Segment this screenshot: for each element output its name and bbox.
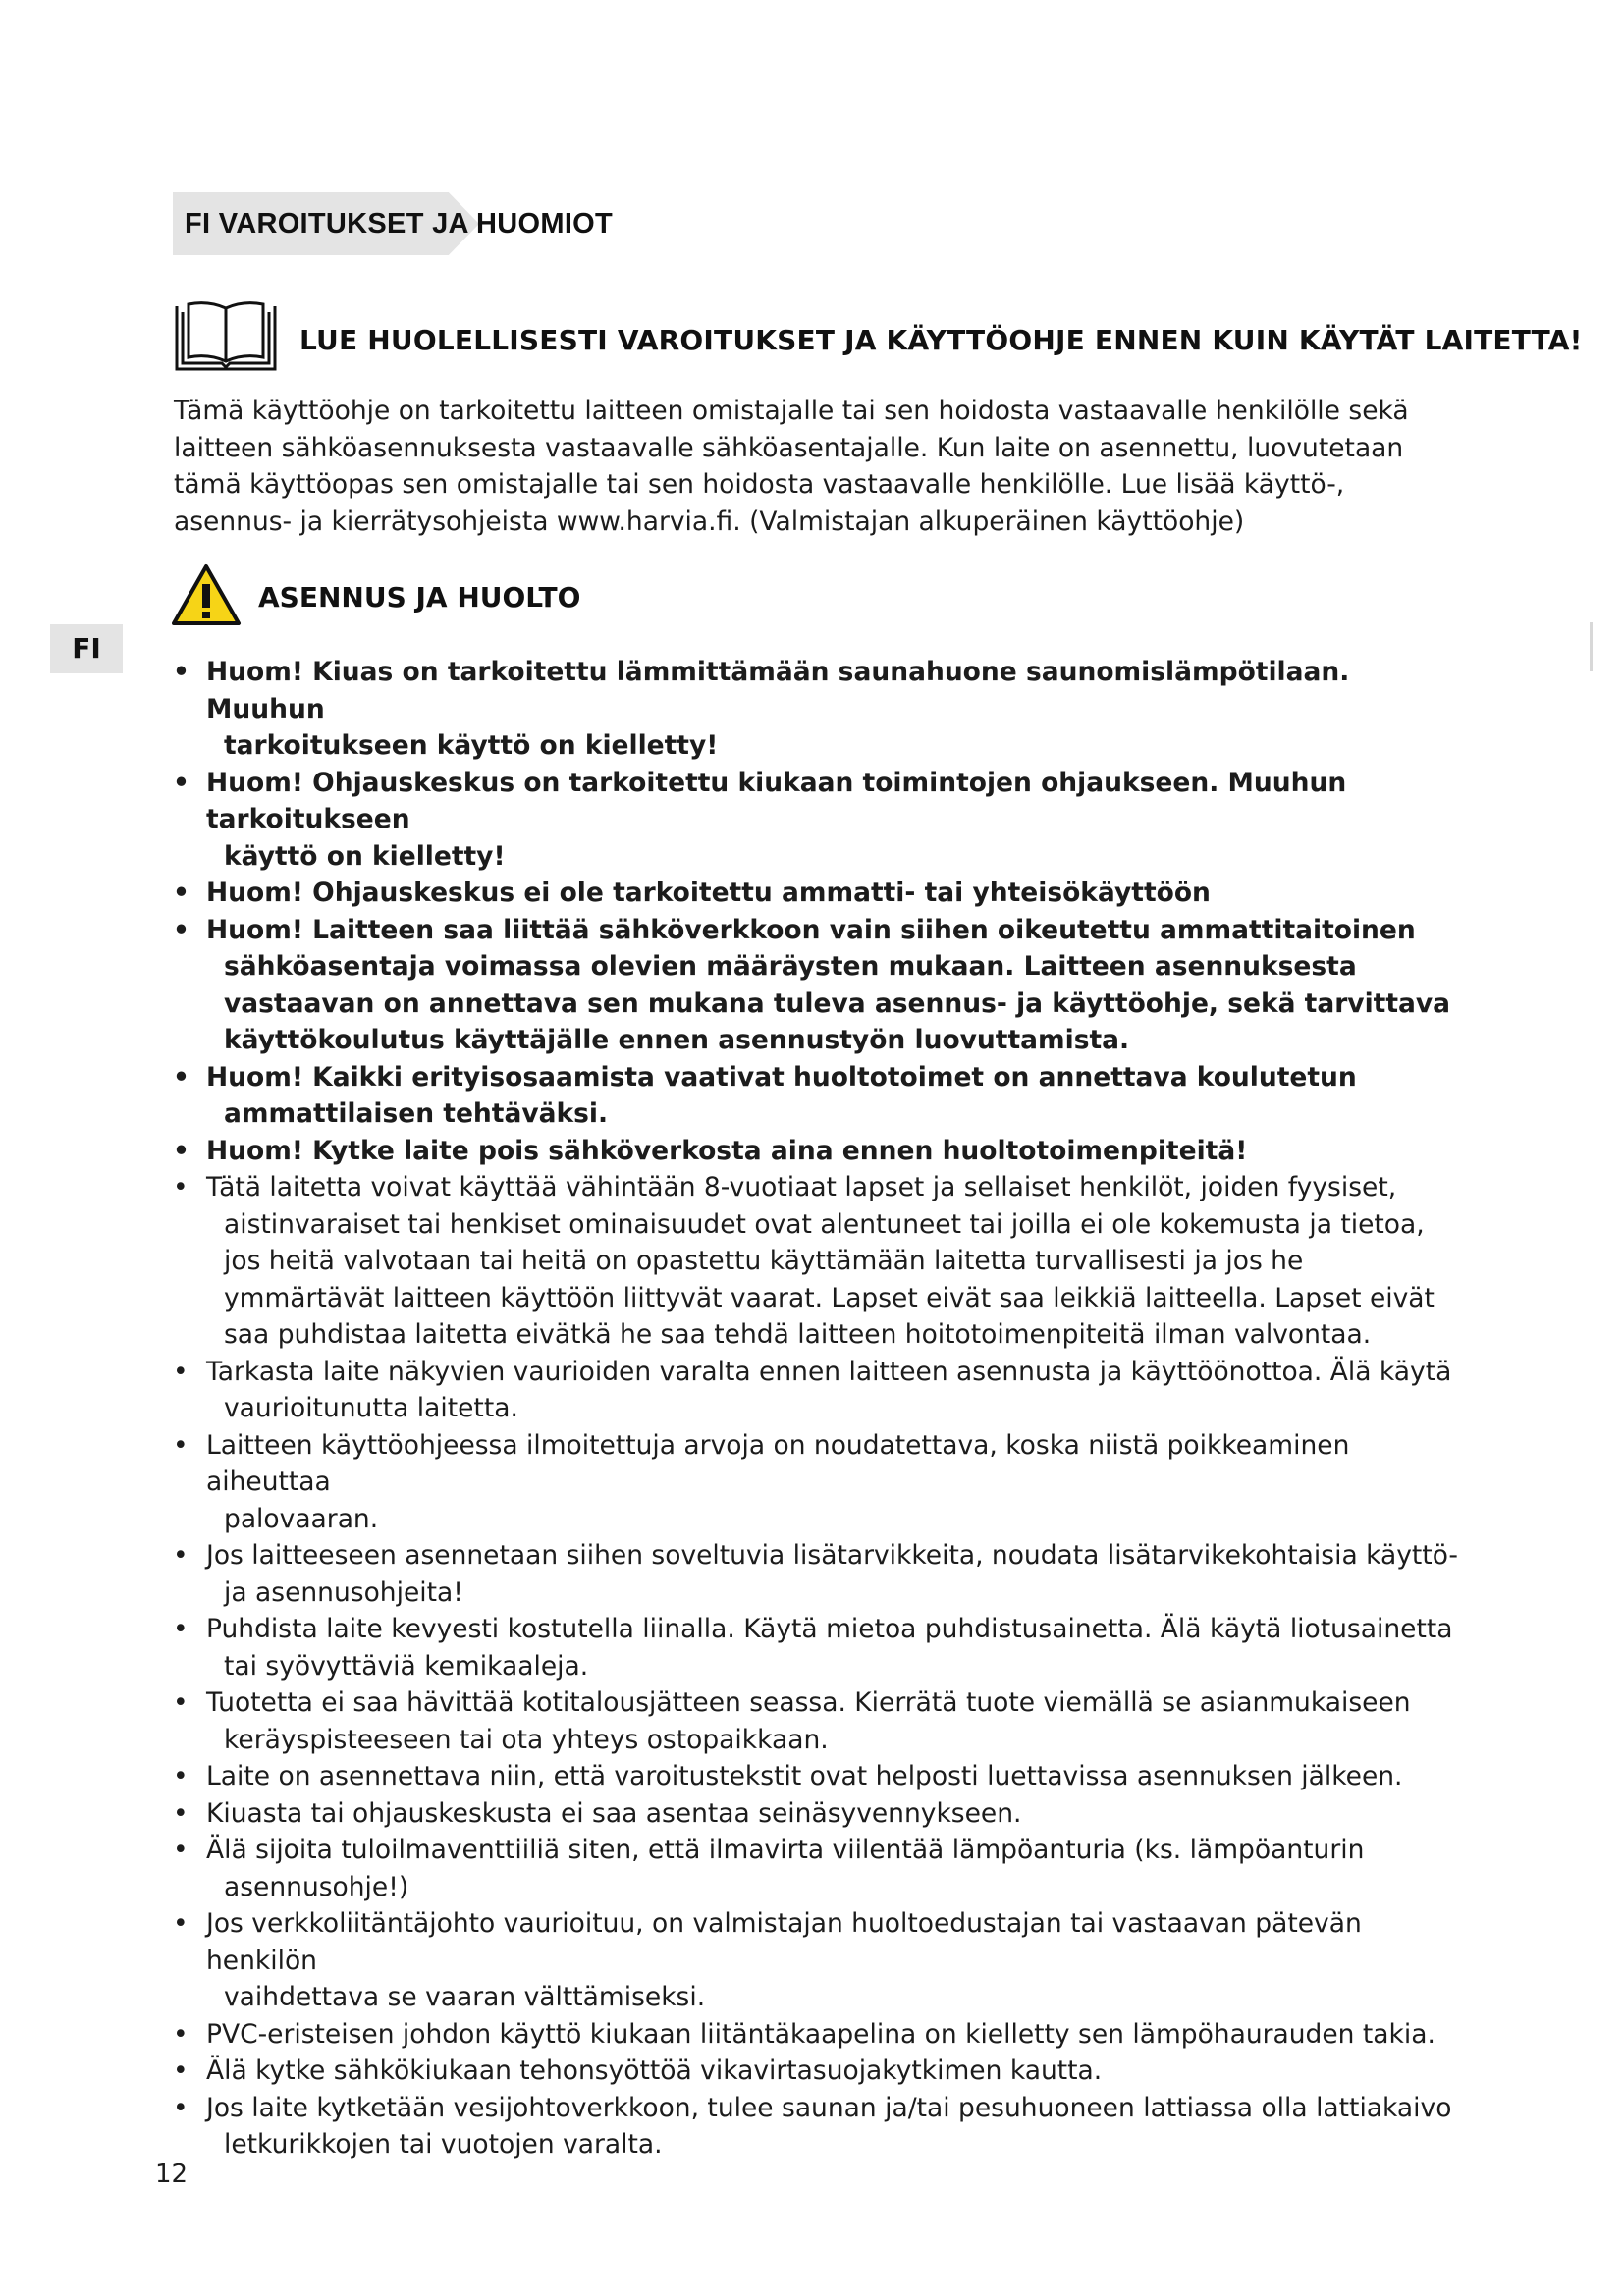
list-item: • Tarkasta laite näkyvien vaurioiden varalta ennen laitteen asennusta ja käyttöönottoa. Älä käytä vaurioitunutta laitetta. — [173, 1354, 1459, 1427]
list-item: • Huom! Ohjauskeskus on tarkoitettu kiukaan toimintojen ohjaukseen. Muuhun tarkoitukseen käyttö on kielletty! — [173, 765, 1459, 876]
language-tab: FI — [50, 624, 123, 673]
list-item: • Huom! Kytke laite pois sähköverkosta aina ennen huoltotoimenpiteitä! — [173, 1133, 1459, 1170]
page-number: 12 — [155, 2160, 189, 2189]
open-book-icon — [173, 300, 279, 373]
safety-rules-list — [173, 654, 1459, 2163]
warning-triangle-icon — [171, 563, 242, 626]
list-item: • Jos verkkoliitäntäjohto vaurioituu, on valmistajan huoltoedustajan tai vastaavan pätevän henkilön vaihdettava se vaaran välttämiseksi. — [173, 1905, 1459, 2016]
list-item: • Huom! Laitteen saa liittää sähköverkkoon vain siihen oikeutettu ammattitaitoinen sähköasentaja voimassa olevien määräysten mukaan. Laitteen asennuksesta vastaavan on annettava sen mukana tuleva asennus- ja käyttöohje, sekä tarvittava käyttökoulutus käyttäjälle ennen asennustyön luovuttamista. — [173, 912, 1459, 1059]
intro-paragraph: Tämä käyttöohje on tarkoitettu laitteen omistajalle tai sen hoidosta vastaavalle henkilölle sekä laitteen sähköasennuksesta vastaavalle sähköasentajalle. Kun laite on asennettu, luovutetaan tämä käyttöopas sen omistajalle tai sen hoidosta vastaavalle henkilölle. Lue lisää käyttö-, asennus- ja kierrätysohjeista www.harvia.fi. (Valmistajan alkuperäinen käyttöohje) — [174, 396, 1409, 537]
section-title: FI VAROITUKSET JA HUOMIOT — [185, 208, 614, 240]
installation-heading: ASENNUS JA HUOLTO — [258, 581, 581, 614]
list-item: • PVC-eristeisen johdon käyttö kiukaan liitäntäkaapelina on kielletty sen lämpöhaurauden takia. — [173, 2016, 1459, 2054]
list-item: • Jos laitteeseen asennetaan siihen soveltuvia lisätarvikkeita, noudata lisätarvikekohtaisia käyttö- ja asennusohjeita! — [173, 1537, 1459, 1611]
list-item: • Huom! Kaikki erityisosaamista vaativat huoltotoimet on annettava koulutetun ammattilaisen tehtäväksi. — [173, 1059, 1459, 1133]
list-item: • Huom! Ohjauskeskus ei ole tarkoitettu ammatti- tai yhteisökäyttöön — [173, 875, 1459, 912]
list-item: • Älä kytke sähkökiukaan tehonsyöttöä vikavirtasuojakytkimen kautta. — [173, 2053, 1459, 2090]
list-item: • Jos laite kytketään vesijohtoverkkoon, tulee saunan ja/tai pesuhuoneen lattiassa olla lattiakaivo letkurikkojen tai vuotojen varalta. — [173, 2090, 1459, 2163]
list-item: • Älä sijoita tuloilmaventtiiliä siten, että ilmavirta viilentää lämpöanturia (ks. lämpöanturin asennusohje!) — [173, 1832, 1459, 1905]
list-item: • Laite on asennettava niin, että varoitustekstit ovat helposti luettavissa asennuksen jälkeen. — [173, 1758, 1459, 1795]
read-warning: LUE HUOLELLISESTI VAROITUKSET JA KÄYTTÖOHJE ENNEN KUIN KÄYTÄT LAITETTA! — [299, 324, 1583, 356]
list-item: • Huom! Kiuas on tarkoitettu lämmittämään saunahuone saunomislämpötilaan. Muuhun tarkoitukseen käyttö on kielletty! — [173, 654, 1459, 765]
list-item: • Tuotetta ei saa hävittää kotitalousjätteen seassa. Kierrätä tuote viemällä se asianmukaiseen keräyspisteeseen tai ota yhteys ostopaikkaan. — [173, 1684, 1459, 1758]
edge-mark — [1590, 622, 1593, 671]
list-item: • Laitteen käyttöohjeessa ilmoitettuja arvoja on noudatettava, koska niistä poikkeaminen aiheuttaa palovaaran. — [173, 1427, 1459, 1538]
list-item: • Tätä laitetta voivat käyttää vähintään 8-vuotiaat lapset ja sellaiset henkilöt, joiden fyysiset, aistinvaraiset tai henkiset ominaisuudet ovat alentuneet tai joilla ei ole kokemusta ja tietoa, jos heitä valvotaan tai heitä on opastettu käyttämään laitetta turvallisesti ja jos he ymmärtävät laitteen käyttöön liittyvät vaarat. Lapset eivät saa leikkiä laitteella. Lapset eivät saa puhdistaa laitetta eivätkä he saa tehdä laitteen hoitotoimenpiteitä ilman valvontaa. — [173, 1169, 1459, 1354]
list-item: • Puhdista laite kevyesti kostutella liinalla. Käytä mietoa puhdistusainetta. Älä käytä liotusainetta tai syövyttäviä kemikaaleja. — [173, 1611, 1459, 1684]
list-item: • Kiuasta tai ohjauskeskusta ei saa asentaa seinäsyvennykseen. — [173, 1795, 1459, 1833]
